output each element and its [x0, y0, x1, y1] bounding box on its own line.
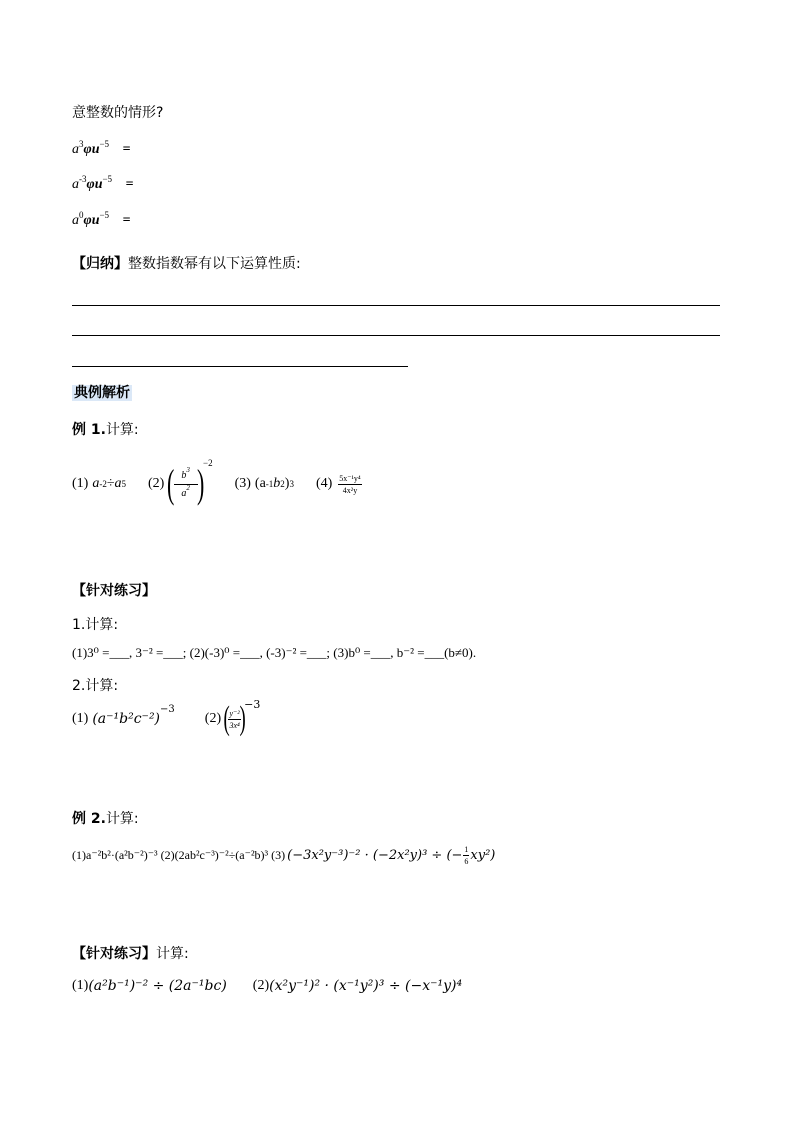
- practice1-q1-title: 1.计算:: [72, 617, 119, 633]
- p2-den-exp: 2: [186, 483, 190, 492]
- left-paren-icon: (: [223, 700, 230, 737]
- p2-label: (2): [148, 476, 165, 491]
- practice2-title: [72, 943, 189, 963]
- p3-label: (3): [234, 476, 251, 491]
- power-exercise-1: [72, 139, 131, 158]
- answer-rule-1: [72, 305, 720, 306]
- summary-line: [72, 253, 301, 273]
- p4-fraction: [338, 473, 361, 496]
- example2-frac-den: 6: [464, 856, 469, 866]
- example-label: 例 1.: [72, 422, 106, 438]
- pr2-p2-label: (2): [252, 978, 270, 993]
- q2-p2-den: 3x⁴: [229, 720, 240, 730]
- p1-op: ÷: [106, 476, 115, 491]
- summary-text: 整数指数幂有以下运算性质:: [128, 256, 301, 272]
- right-paren-icon: ): [196, 461, 205, 506]
- section-title-text: 典例解析: [74, 385, 130, 401]
- example-instruction: 计算:: [105, 811, 139, 827]
- pr2-p1-expr: (a²b⁻¹)⁻² ÷ (2a⁻¹bc): [88, 978, 227, 994]
- practice2-problems: [72, 978, 462, 994]
- equals: =: [122, 213, 131, 228]
- exponent: −5: [99, 210, 110, 220]
- q2-p2-num: y⁻²: [229, 708, 240, 718]
- example2-title: [72, 808, 139, 828]
- practice1-q1-line: (1)3⁰ =___, 3⁻² =___; (2)(-3)⁰ =___, (-3)⁻² =___; (3)b⁰ =___, b⁻² =___(b≠0).: [72, 645, 477, 660]
- p4-den: 4x²y: [342, 485, 358, 495]
- pr2-p2-expr: (x²y⁻¹)² · (x⁻¹y²)³ ÷ (−x⁻¹y)⁴: [269, 978, 463, 994]
- p4-label: (4): [315, 476, 333, 491]
- left-paren-icon: (: [167, 461, 175, 506]
- example2-line-end: xy²): [470, 847, 496, 863]
- answer-rule-2: [72, 335, 720, 336]
- q2-p1-exp: −3: [160, 704, 175, 715]
- p3-close: ): [284, 476, 290, 491]
- practice1-q2-problems: [72, 700, 260, 738]
- answer-rule-3: [72, 366, 408, 367]
- example1-title: [72, 419, 139, 439]
- example2-frac-num: 1: [464, 844, 469, 854]
- section-title: [72, 382, 132, 402]
- example-label: 例 2.: [72, 811, 106, 827]
- practice1-q2-title: 2.计算:: [72, 678, 119, 694]
- power-exercise-3: [72, 210, 131, 229]
- right-paren-icon: ): [239, 700, 246, 737]
- p2-num-exp: 3: [186, 465, 190, 474]
- practice2-instruction: 计算:: [156, 946, 189, 962]
- p1-base: a: [92, 476, 100, 491]
- base: a: [72, 213, 79, 228]
- glyph: φи: [86, 177, 103, 192]
- base: a: [72, 177, 79, 192]
- summary-tag: 【归纳】: [72, 256, 128, 272]
- glyph: φи: [83, 142, 100, 157]
- exponent: −5: [102, 174, 113, 184]
- q2-p1-label: (1): [72, 711, 89, 726]
- example2-line: (1)a⁻²b²·(a²b⁻²)⁻³ (2)(2ab²c⁻³)⁻²÷(a⁻²b)³ (3): [72, 847, 286, 862]
- power-exercise-2: [72, 174, 134, 193]
- p2-num: b: [181, 469, 187, 481]
- p1-label: (1): [72, 476, 89, 491]
- practice2-tag: 【针对练习】: [72, 946, 156, 962]
- q2-p1-expr: (a⁻¹b²c⁻²): [92, 711, 161, 727]
- example-instruction: 计算:: [105, 422, 139, 438]
- exponent: 3: [79, 139, 84, 149]
- exponent: 0: [79, 210, 84, 220]
- p1-base2: a: [114, 476, 122, 491]
- p4-num: 5x⁻¹y⁴: [339, 473, 361, 483]
- p3-mid: b: [273, 476, 281, 491]
- exponent: -3: [79, 174, 87, 184]
- base: a: [72, 142, 79, 157]
- example2-line-tail: (−3x²y⁻³)⁻² · (−2x²y)³ ÷ (−: [287, 847, 463, 863]
- q2-p2-exp: −3: [244, 698, 261, 711]
- equals: =: [122, 142, 131, 157]
- exponent: −5: [99, 139, 110, 149]
- p3-open: (a: [254, 476, 266, 491]
- q2-p2-label: (2): [204, 711, 222, 726]
- p2-outer-exp: −2: [203, 458, 213, 468]
- example2-problems: [72, 840, 495, 870]
- p2-den: a: [181, 487, 187, 499]
- example2-fraction: [463, 844, 469, 867]
- practice1-title: 【针对练习】: [72, 583, 156, 599]
- pr2-p1-label: (1): [72, 978, 89, 993]
- intro-question: 意整数的情形?: [72, 105, 164, 121]
- p2-fraction: [174, 465, 198, 499]
- equals: =: [125, 177, 134, 192]
- example1-problems: (1) a -2 ÷ a 5 (2) ( $\frac{b^3}{a^2}$ ) −2 (3) (a -1 b 2 ) 3 (4) $\frac{\text{5x⁻¹y⁴}}{\text{4x²y}}$: [72, 458, 361, 506]
- glyph: φи: [83, 213, 100, 228]
